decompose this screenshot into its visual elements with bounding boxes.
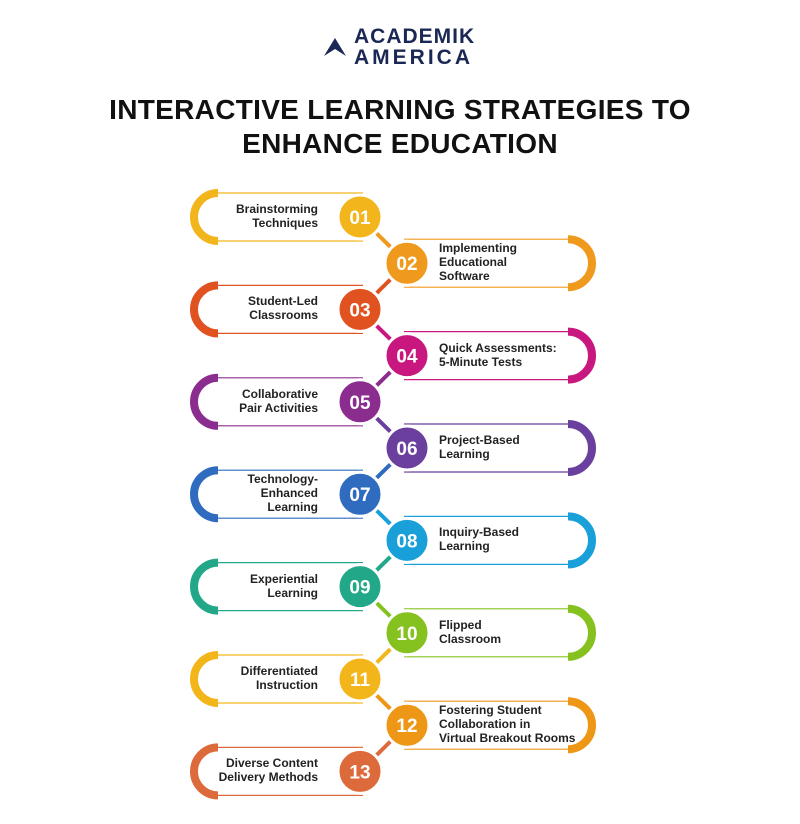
step-label-line: Classroom bbox=[439, 631, 502, 646]
step-label bbox=[138, 664, 318, 692]
title-line1: INTERACTIVE LEARNING STRATEGIES TO bbox=[109, 94, 691, 125]
step-label-line: Implementing bbox=[439, 241, 518, 256]
step-number: 11 bbox=[349, 670, 371, 691]
brand-line1: ACADEMIK bbox=[354, 25, 476, 48]
step-label bbox=[138, 756, 318, 784]
step-label-line: Technology- bbox=[247, 472, 318, 487]
step-label-line: Collaboration in bbox=[439, 717, 531, 732]
step-number: 09 bbox=[349, 577, 371, 599]
step-label-line: Brainstorming bbox=[235, 202, 318, 216]
step-label-line: Flipped bbox=[439, 617, 482, 632]
step-label-line: Learning bbox=[439, 539, 490, 554]
brand-line2: AMERICA bbox=[354, 46, 473, 69]
step-number: 12 bbox=[396, 716, 418, 738]
step-label bbox=[439, 241, 619, 283]
step-number: 03 bbox=[349, 300, 371, 322]
title-line2: ENHANCE EDUCATION bbox=[242, 128, 558, 159]
step-label-line: Delivery Methods bbox=[218, 770, 318, 785]
step-number: 05 bbox=[349, 392, 371, 414]
step-label bbox=[439, 525, 619, 553]
step-label-line: Educational bbox=[439, 255, 508, 270]
step-label bbox=[138, 387, 318, 415]
step-label bbox=[439, 433, 619, 461]
step-label-line: Enhanced bbox=[260, 486, 318, 501]
step-label-line: Learning bbox=[267, 585, 318, 600]
step-label-line: Inquiry-Based bbox=[439, 525, 520, 540]
step-label bbox=[138, 202, 318, 230]
step-number: 06 bbox=[396, 439, 418, 460]
step-label bbox=[138, 572, 318, 600]
step-label-line: Experiential bbox=[249, 571, 318, 586]
step-label-line: Differentiated bbox=[240, 664, 318, 678]
step-label-line: 5-Minute Tests bbox=[439, 354, 523, 369]
step-number: 10 bbox=[396, 623, 418, 645]
step-label-line: Fostering Student bbox=[439, 703, 542, 718]
step-label-line: Instruction bbox=[256, 678, 318, 692]
step-label bbox=[439, 618, 619, 646]
step-number: 08 bbox=[396, 531, 418, 553]
step-number: 04 bbox=[396, 346, 418, 368]
step-label-line: Collaborative bbox=[241, 386, 318, 401]
step-number: 13 bbox=[349, 762, 371, 784]
step-number: 07 bbox=[349, 485, 371, 507]
step-label-line: Pair Activities bbox=[239, 400, 318, 415]
step-label-line: Techniques bbox=[252, 216, 318, 230]
step-label-line: Diverse Content bbox=[225, 756, 318, 771]
step-label bbox=[138, 472, 318, 514]
step-label-line: Virtual Breakout Rooms bbox=[439, 731, 576, 746]
step-label-line: Learning bbox=[267, 500, 318, 515]
step-label-line: Classrooms bbox=[249, 308, 318, 323]
step-label bbox=[138, 294, 318, 322]
step-label bbox=[439, 703, 619, 745]
step-label-line: Software bbox=[439, 269, 490, 284]
step-label-line: Student-Led bbox=[248, 294, 318, 309]
step-label-line: Project-Based bbox=[439, 433, 520, 447]
step-number: 01 bbox=[349, 208, 371, 229]
step-label bbox=[439, 341, 619, 369]
step-label-line: Quick Assessments: bbox=[439, 340, 557, 355]
step-number: 02 bbox=[396, 254, 418, 276]
step-label-line: Learning bbox=[439, 447, 490, 461]
